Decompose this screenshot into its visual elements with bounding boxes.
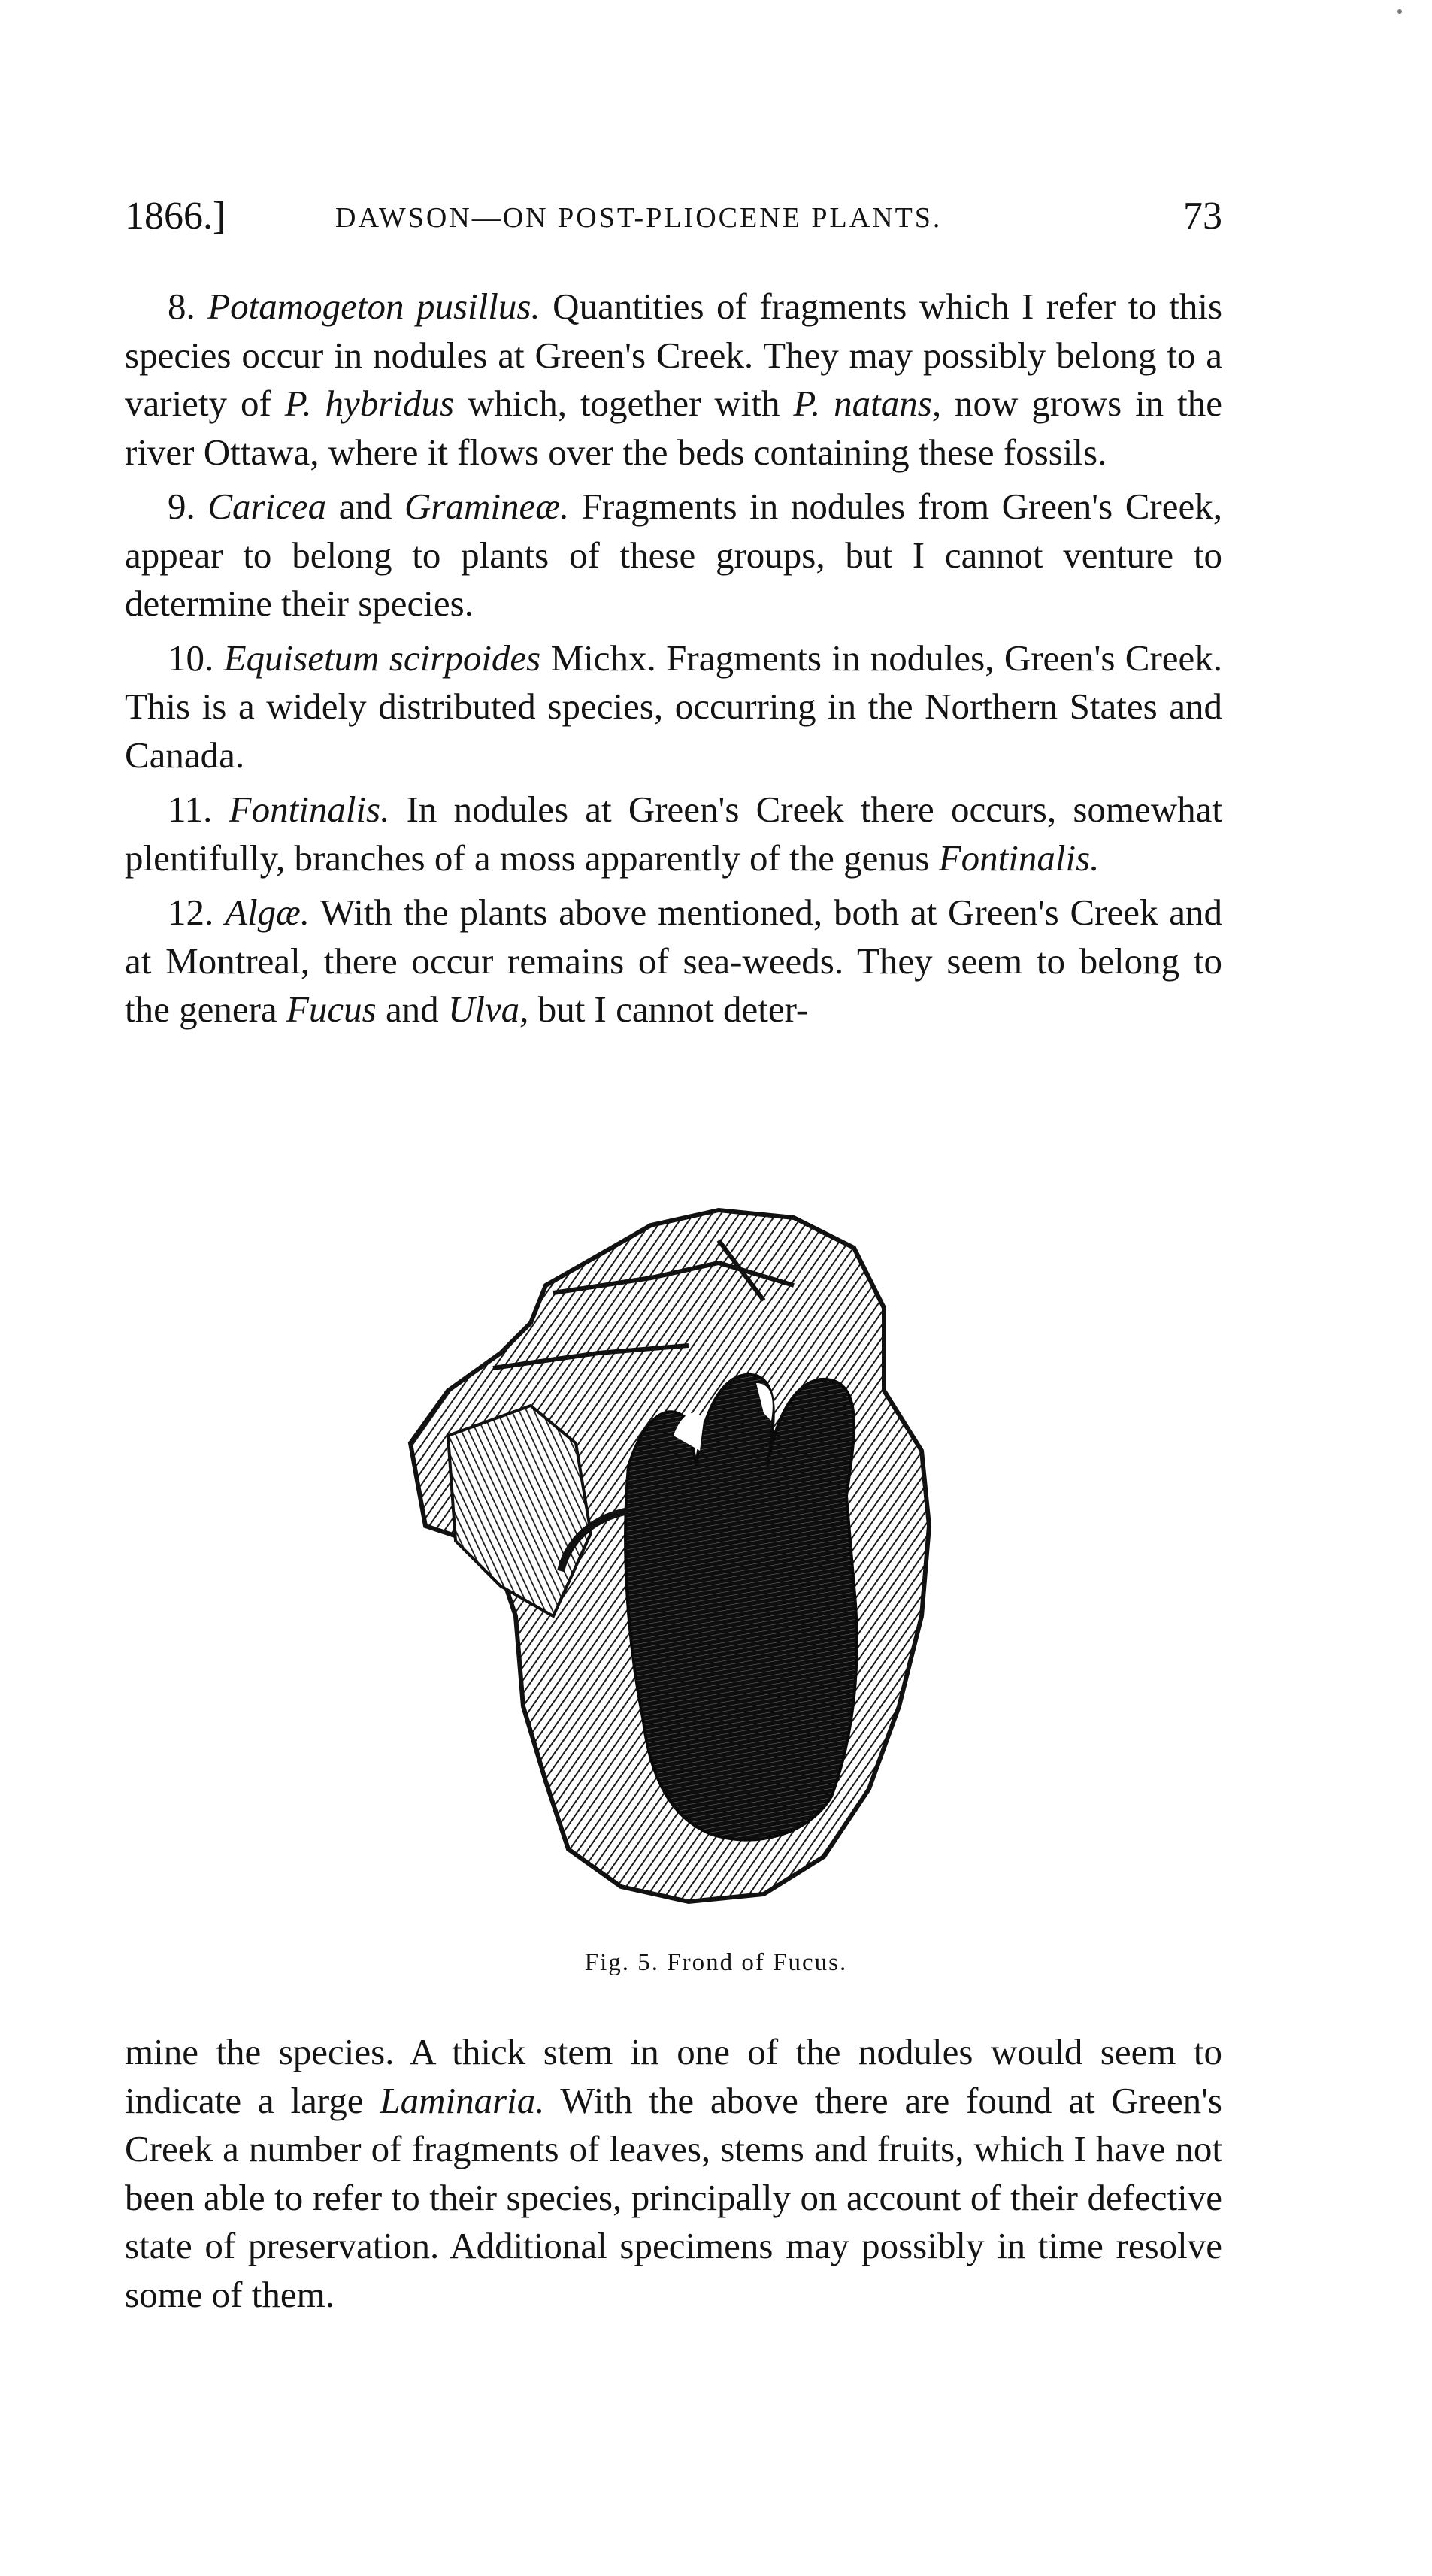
italic-term: Caricea [207,486,327,527]
text-run: In nodules at Green's Creek there occurs, somewhat plentifully, branches of a moss apparently of the genus [125,789,1223,879]
scan-speck [1397,9,1402,14]
italic-term: Laminaria. [380,2079,545,2121]
text-run: Fragments in nodules from Green's Creek, appear to belong to plants of these groups, but I cannot venture to determine their species. [125,486,1223,624]
text-run: Quantities of fragments which I refer to this species occur in nodules at Green's Creek. They may possibly belong to a variety of [125,286,1223,424]
paragraph-algae [125,888,1222,1034]
body-text [125,283,1222,1040]
italic-term: Fontinalis. [229,789,390,830]
text-run: but I cannot deter- [528,988,809,1030]
body-text-continued [125,2028,1222,2325]
page-number: 73 [1183,195,1222,238]
paragraph-continuation [125,2028,1222,2319]
text-run: and [326,486,405,527]
italic-term: Gramineæ. [404,486,570,527]
text-run: 12. [168,891,226,933]
text-run: which, together with [454,383,794,424]
italic-term: Potamogeton pusillus. [207,286,540,327]
paragraph-potamogeton [125,283,1222,477]
text-run: 8. [168,286,208,327]
paragraph-caricea [125,483,1222,628]
text-run: now grows in the river Ottawa, where it flows over the beds containing these fossils. [125,383,1222,473]
text-run: With the plants above mentioned, both at Green's Creek and at Montreal, there occur remains of sea-weeds. They seem to belong to the genera [125,891,1222,1030]
text-run: mine the species. A thick stem in one of the nodules would seem to indicate a large [125,2031,1222,2121]
italic-term: Fontinalis. [938,837,1100,879]
text-run: 10. [168,637,224,679]
figure-fucus-frond [403,1195,959,1909]
frond-body [625,1375,857,1840]
italic-term: P. natans, [793,383,942,424]
text-run: 9. [168,486,208,527]
italic-term: P. hybridus [284,383,455,424]
paragraph-fontinalis [125,786,1222,882]
italic-term: Equisetum scirpoides [223,637,541,679]
header-title: DAWSON—ON POST-PLIOCENE PLANTS. [335,202,943,234]
running-header [125,194,1222,247]
figure-caption: Fig. 5. Frond of Fucus. [584,1949,848,1976]
fucus-engraving [403,1195,959,1909]
text-run: Michx. Fragments in nodules, Green's Creek. This is a widely distributed species, occurring in the Northern States and Canada. [125,637,1223,776]
italic-term: Algæ. [225,891,310,933]
header-year: 1866.] [125,195,226,238]
text-run: With the above there are found at Green's Creek a number of fragments of leaves, stems and fruits, which I have not been able to refer to their species, principally on account of their defective state of preservation. Additional specimens may possibly in time resolve some of them. [125,2079,1222,2315]
italic-term: Fucus [286,988,377,1030]
italic-term: Ulva, [447,988,529,1030]
text-run: and [376,988,448,1030]
text-run: 11. [168,789,229,830]
paragraph-equisetum [125,634,1222,780]
